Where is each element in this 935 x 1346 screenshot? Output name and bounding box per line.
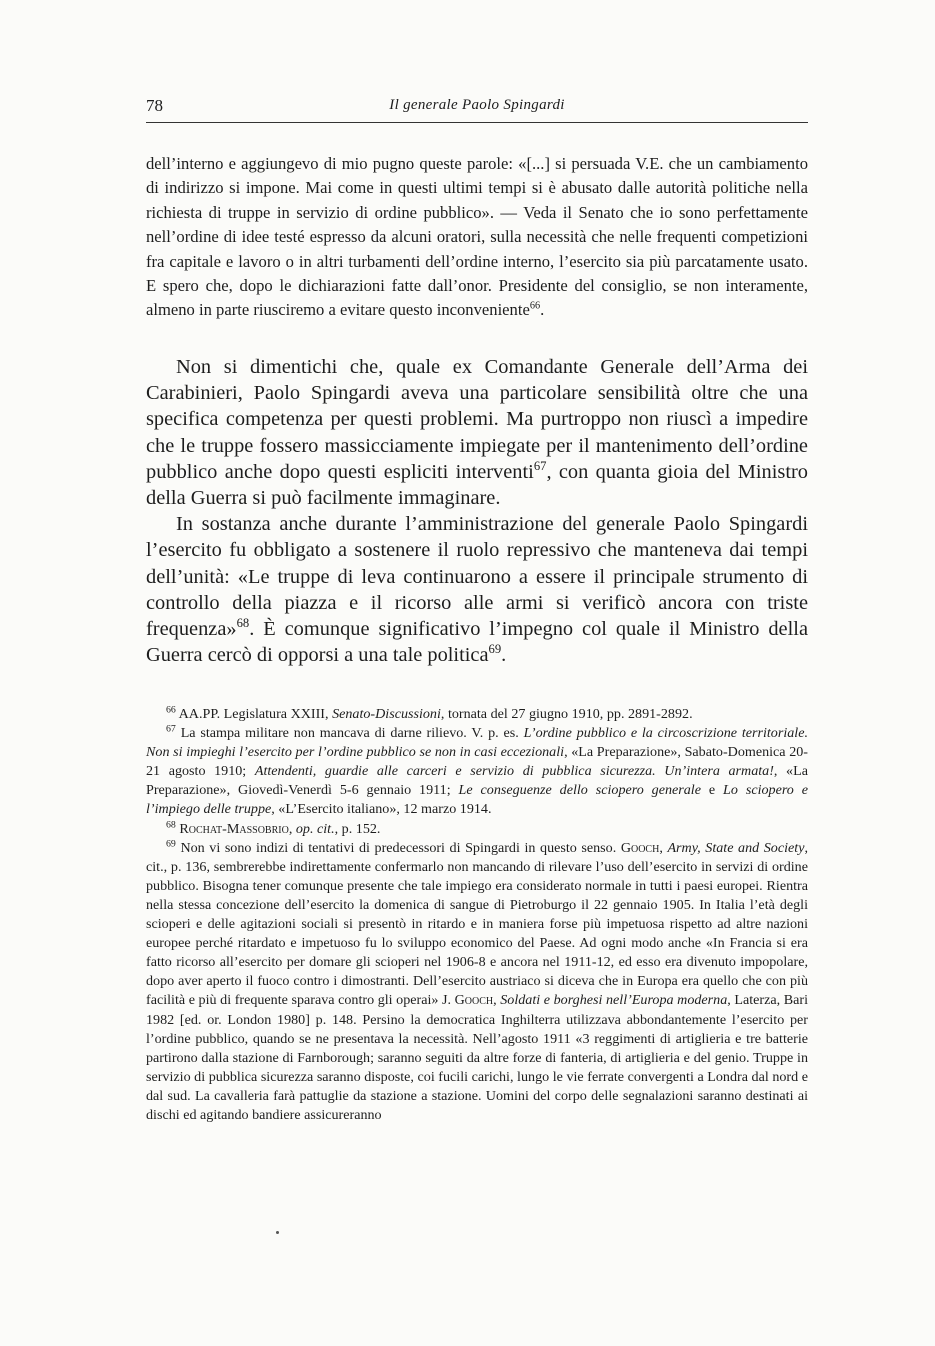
footnote-66: $^{66}$ AA.PP. Legislatura XXIII, Senato-Discussioni, tornata del 27 giugno 1910, pp. 2891-2892.: [166, 704, 693, 722]
main-text: [146, 354, 808, 668]
footnote-68: $^{68}$ Rochat-Massobrio, op. cit., p. 152.: [166, 818, 381, 837]
footnotes: [146, 705, 808, 1125]
footnote-67: $^{67}$ La stampa militare non mancava di darne rilievo. V. p. es. L’ordine pubblico e la circoscrizione territoriale. Non si impieghi l’esercito per l’ordine pubblico se non in casi eccezionali, «La Preparazione», Sabato-Domenica 20-21 agosto 1910; Attendenti, guardie alle carceri e servizio di pubblica sicurezza. Un’intera armata!, «La Preparazione», Giovedì-Venerdì 5-6 gennaio 1911; Le conseguenze dello sciopero generale e Lo sciopero e l’impiego delle truppe, «L’Esercito italiano», 12 marzo 1914.: [146, 723, 809, 818]
quote-paragraph: dell’interno e aggiungevo di mio pugno queste parole: «[...] si persuada V.E. che un cambiamento di indirizzo si impone. Mai come in questi ultimi tempi si è abusato dalle autorità politiche nella richiesta di truppe in servizio di ordine pubblico». — Veda il Senato che io sono perfettamente nell’ordine di idee testé espresso da alcuni oratori, sulla necessità che nelle frequenti competizioni fra capitale e lavoro o in altri turbamenti dell’ordine interno, l’esercito sia più parcatamente usato. E spero che, dopo le dichiarazioni fatte dall’onor. Presidente del consiglio, se non interamente, almeno in parte riusciremo a evitare questo inconveniente$^{66}$.: [146, 154, 808, 320]
page-header: [146, 96, 808, 123]
footnote-ref[interactable]: 69: [488, 642, 502, 657]
footnote-69: $^{69}$ Non vi sono indizi di tentativi di predecessori di Spingardi in questo senso. Gooch, Army, State and Society, cit., p. 136, sembrerebbe indirettamente confermarlo non mancando di rilevare l’uso dell’esercito in servizi di ordine pubblico. Bisogna tener comunque presente che tale impiego era considerato normale in tutti i paesi europei. Rientra nella stessa concezione dell’esercito la domenica di sangue di Pietroburgo il 22 gennaio 1905. In Italia l’età degli scioperi e delle agitazioni sociali si presentò in ritardo e in maniera forse più impetuosa rispetto ad altre nazioni europee perché ritardato e impetuoso fu lo sviluppo economico del Paese. Ad ogni modo anche «In Francia si era fatto ricorso all’esercito per domare gli scioperi nel 1906-8 e ancora nel 1911-12, ed esso era divenuto impopolare, dopo aver aperto il fuoco contro i dimostranti. Dell’esercito austriaco si diceva che in Europa era quello che con più facilità e più di frequente sparava contro gli operai» J. Gooch, Soldati e borghesi nell’Europa moderna, Laterza, Bari 1982 [ed. or. London 1980] p. 148. Persino la democratica Inghilterra utilizzava abbondantemente l’esercito per l’ordine pubblico, quando se ne presentava la necessità. Nell’agosto 1911 «3 reggimenti di artiglieria e tre batterie partirono dalla stazione di Farnborough; saranno seguiti da altre forze di fanteria, di artiglieria e del genio. Truppe in servizio di pubblica sicurezza saranno disposte, coi fucili carichi, lungo le vie ferrate convergenti a Londra dal nord e dal sud. La cavalleria farà pattuglie da stazione a stazione. Uomini del corpo delle segnalazioni saranno destinati ai dischi ed agitando bandiere assicureranno: [146, 837, 808, 1123]
page-speck: [276, 1231, 279, 1234]
footnote-ref[interactable]: 68: [236, 616, 250, 631]
quoted-speech: [146, 152, 808, 323]
body-paragraph-2: In sostanza anche durante l’amministrazione del generale Paolo Spingardi l’esercito fu obbligato a sostenere il ruolo repressivo che manteneva dai tempi dell’unità: «Le truppe di leva continuarono a essere il principale strumento di controllo della piazza e il ricorso alle armi si verificò ancora con triste frequenza»$^{68}$. È comunque significativo l’impegno col quale il Ministro della Guerra cercò di opporsi a una tale politica$^{69}$.: [146, 513, 808, 667]
page-number: 78: [146, 96, 163, 115]
running-title: Il generale Paolo Spingardi: [389, 97, 565, 113]
footnote-ref[interactable]: 67: [533, 459, 547, 474]
body-paragraph-1: Non si dimentichi che, quale ex Comandante Generale dell’Arma dei Carabinieri, Paolo Spingardi aveva una particolare sensibilità oltre che una specifica competenza per questi problemi. Ma purtroppo non riuscì a impedire che le truppe fossero massicciamente impiegate per il mantenimento dell’ordine pubblico anche dopo questi espliciti interventi$^{67}$, con quanta gioia del Ministro della Guerra si può facilmente immaginare.: [146, 356, 808, 510]
footnote-ref[interactable]: 66: [529, 300, 541, 312]
